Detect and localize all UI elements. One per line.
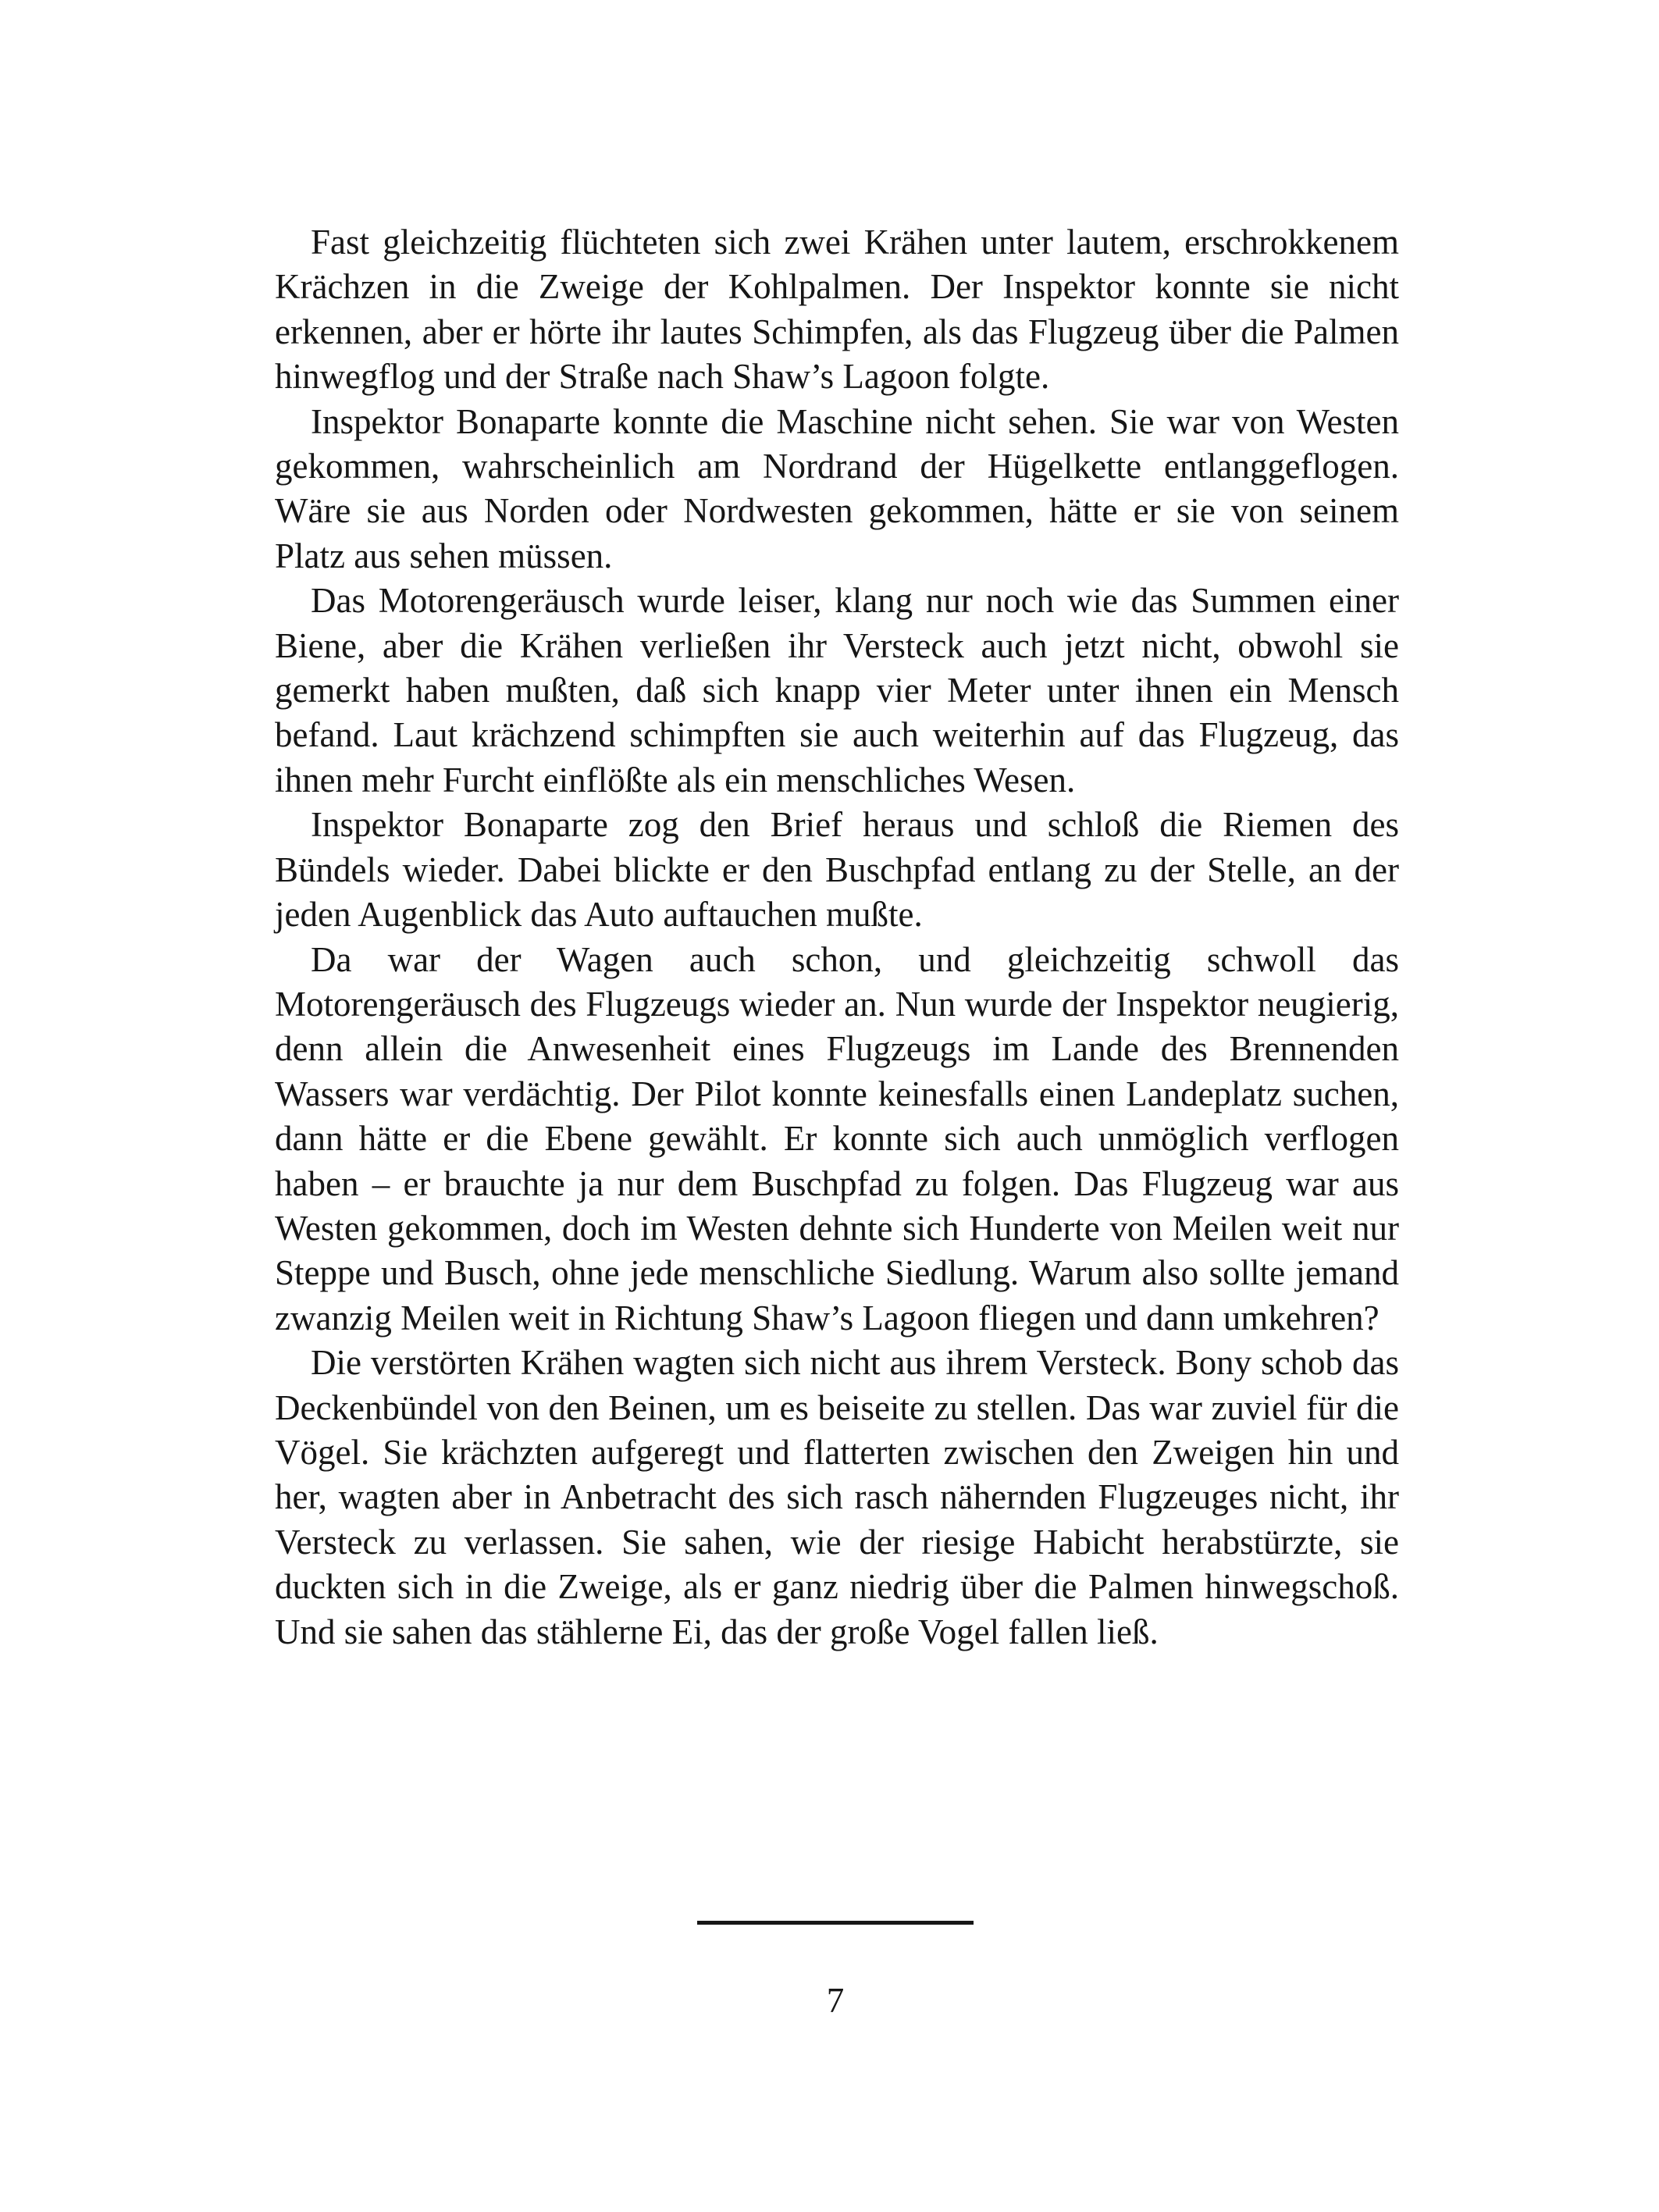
paragraph-6: Die verstörten Krähen wagten sich nicht aus ihrem Versteck. Bony schob das Deckenbündel von den Beinen, um es beiseite zu stellen. Das war zuviel für die Vögel. Sie krächzten aufgeregt und flatterten zwischen den Zweigen hin und her, wagten aber in Anbetracht des sich rasch nähernden Flugzeuges nicht, ihr Versteck zu verlassen. Sie sahen, wie der riesige Habicht herabstürzte, sie duckten sich in die Zweige, als er ganz niedrig über die Palmen hinwegschoß. Und sie sahen das stählerne Ei, das der große Vogel fallen ließ.	[275, 1343, 1399, 1651]
paragraph-5: Da war der Wagen auch schon, und gleichzeitig schwoll das Motorengeräusch des Flugzeugs wieder an. Nun wurde der Inspektor neugierig, denn allein die Anwesenheit eines Flugzeugs im Lande des Brennenden Wassers war verdächtig. Der Pilot konnte keinesfalls einen Landeplatz suchen, dann hätte er die Ebene gewählt. Er konnte sich auch unmöglich verflogen haben – er brauchte ja nur dem Buschpfad zu folgen. Das Flugzeug war aus Westen gekommen, doch im Westen dehnte sich Hunderte von Meilen weit nur Steppe und Busch, ohne jede menschliche Siedlung. Warum also sollte jemand zwanzig Meilen weit in Richtung Shaw’s Lagoon fliegen und dann umkehren?	[275, 939, 1399, 1338]
paragraph-2: Inspektor Bonaparte konnte die Maschine nicht sehen. Sie war von Westen gekommen, wahrscheinlich am Nordrand der Hügelkette entlanggeflogen. Wäre sie aus Norden oder Nordwesten gekommen, hätte er sie von seinem Platz aus sehen müssen.	[275, 401, 1399, 575]
paragraph-3: Das Motorengeräusch wurde leiser, klang nur noch wie das Summen einer Biene, aber die Krähen verließen ihr Versteck auch jetzt nicht, obwohl sie gemerkt haben mußten, daß sich knapp vier Meter unter ihnen ein Mensch befand. Laut krächzend schimpften sie auch weiterhin auf das Flugzeug, das ihnen mehr Furcht einflößte als ein menschliches Wesen.	[275, 581, 1399, 800]
footer-divider	[697, 1921, 974, 1925]
body-text	[275, 220, 1399, 1655]
page-number: 7	[826, 1981, 845, 2020]
paragraph-1: Fast gleichzeitig flüchteten sich zwei Krähen unter lautem, erschrokkenem Krächzen in die Zweige der Kohlpalmen. Der Inspektor konnte sie nicht erkennen, aber er hörte ihr lautes Schimpfen, als das Flugzeug über die Palmen hinwegflog und der Straße nach Shaw’s Lagoon folgte.	[275, 223, 1399, 397]
paragraph-4: Inspektor Bonaparte zog den Brief heraus und schloß die Riemen des Bündels wieder. Dabei blickte er den Buschpfad entlang zu der Stelle, an der jeden Augenblick das Auto auftauchen mußte.	[275, 805, 1399, 935]
